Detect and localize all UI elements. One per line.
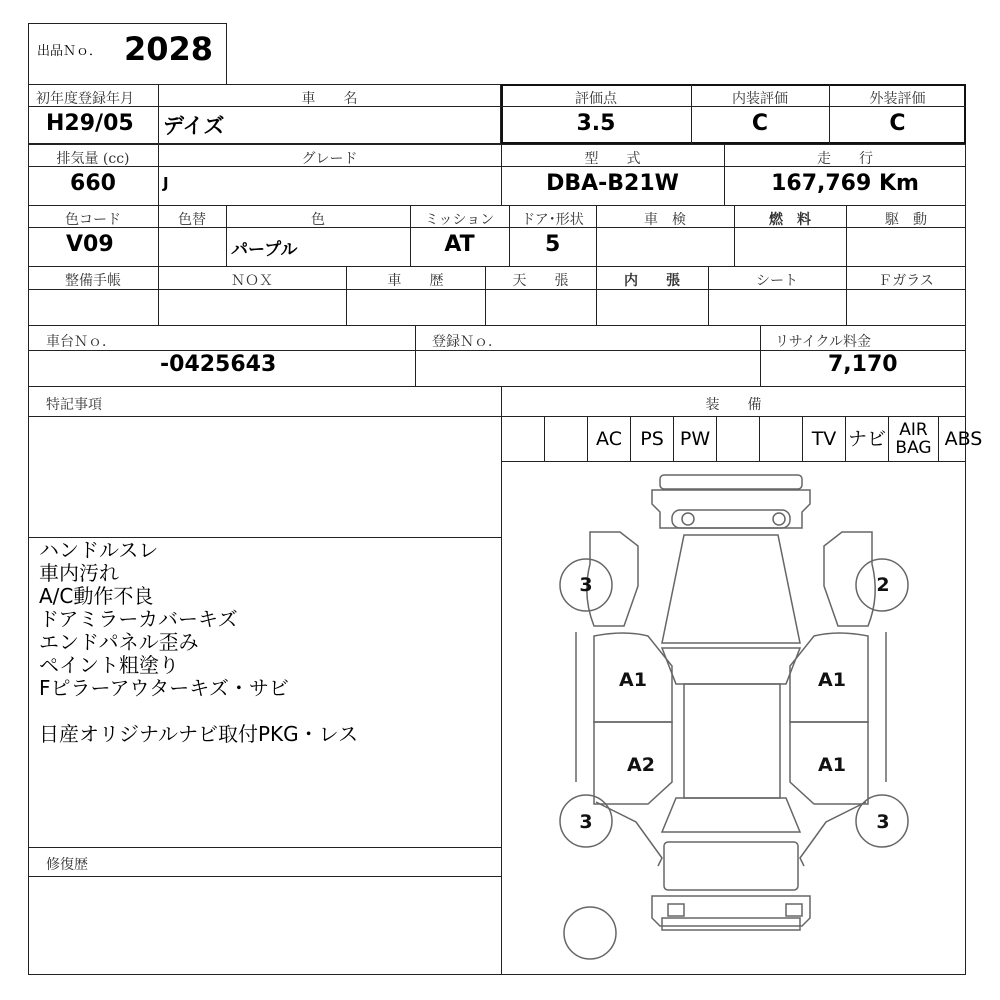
drive-label: 駆 動 xyxy=(885,212,927,228)
color: パープル xyxy=(231,240,298,260)
divider xyxy=(28,876,501,877)
seat-label: シート xyxy=(756,273,798,289)
door-rear-right: A1 xyxy=(818,754,846,776)
equipment-label-text: PS xyxy=(640,427,664,450)
equipment-cell xyxy=(759,416,802,461)
reg-number-label: 登録Ｎｏ． xyxy=(432,334,502,350)
equipment-cell xyxy=(587,416,630,461)
note-line: 日産オリジナルナビ取付PKG・レス xyxy=(39,722,359,746)
mission: AT xyxy=(444,232,475,257)
reg-date: H29/05 xyxy=(46,111,134,136)
door: 5 xyxy=(545,232,561,257)
note-line: Fピラーアウターキズ・サビ xyxy=(39,676,289,700)
mileage-label: 走 行 xyxy=(817,151,873,167)
mission-label: ミッション xyxy=(424,212,495,228)
interior-trim-label: 内 張 xyxy=(624,273,680,289)
notes-label: 特記事項 xyxy=(46,397,102,413)
color-label: 色 xyxy=(311,212,325,228)
exterior-grade: C xyxy=(889,111,906,136)
equipment-cell xyxy=(845,416,888,461)
equipment-cell xyxy=(802,416,845,461)
equipment-cell xyxy=(888,416,938,461)
tire-front-right: 2 xyxy=(876,574,890,596)
equipment-label-text: TV xyxy=(811,427,837,450)
front-glass-label: Ｆガラス xyxy=(878,273,934,289)
interior-grade-label: 内装評価 xyxy=(732,91,788,107)
mileage: 167,769 Km xyxy=(771,171,919,196)
notes-list xyxy=(39,539,494,746)
equipment-cell xyxy=(938,416,988,461)
note-line xyxy=(39,700,494,723)
equipment-label-text: ABS xyxy=(944,427,983,450)
manual-label: 整備手帳 xyxy=(65,273,121,289)
color-code-label: 色コード xyxy=(65,212,121,228)
divider xyxy=(28,144,966,145)
repaint-label: 色替 xyxy=(178,212,206,228)
door-front-left: A1 xyxy=(619,669,647,691)
divider xyxy=(28,205,966,206)
history-label: 車 歴 xyxy=(387,273,444,289)
equipment-cell xyxy=(716,416,759,461)
lot-number-label: 出品Ｎｏ． xyxy=(37,44,103,59)
divider xyxy=(415,325,416,386)
door-label: ドア･形状 xyxy=(521,212,584,228)
fuel-label: 燃 料 xyxy=(769,212,811,228)
note-line: 車内汚れ xyxy=(39,561,119,585)
model-label: 型 式 xyxy=(584,151,641,167)
equipment-cell xyxy=(673,416,716,461)
chassis-number: -0425643 xyxy=(160,352,277,377)
note-line: エンドパネル歪み xyxy=(39,630,199,654)
note-line: ドアミラーカバーキズ xyxy=(39,607,238,631)
door-rear-left: A2 xyxy=(627,754,655,776)
car-name-label: 車 名 xyxy=(301,91,358,107)
interior-grade: C xyxy=(751,111,769,136)
grade-label: グレード xyxy=(301,151,358,167)
door-front-right: A1 xyxy=(818,669,846,691)
equipment-label: 装 備 xyxy=(705,397,762,413)
equipment-label-text: PW xyxy=(679,427,711,450)
equipment-cell xyxy=(630,416,673,461)
color-code: V09 xyxy=(66,232,114,257)
recycle-fee: 7,170 xyxy=(828,352,898,377)
reg-date-label: 初年度登録年月 xyxy=(36,91,134,107)
grade: J xyxy=(163,174,169,192)
nox-label: ＮＯＸ xyxy=(231,273,273,289)
equipment-label-text: ナビ xyxy=(847,427,886,450)
tire-rear-right: 3 xyxy=(876,811,890,833)
note-line: A/C動作不良 xyxy=(39,584,154,608)
score-label: 評価点 xyxy=(575,91,617,107)
repair-history-label: 修復歴 xyxy=(46,857,88,873)
tire-front-left: 3 xyxy=(579,574,593,596)
divider xyxy=(28,386,966,387)
divider xyxy=(760,325,761,386)
score: 3.5 xyxy=(576,111,616,136)
displacement-label: 排気量 (cc) xyxy=(56,151,130,167)
divider xyxy=(28,325,966,326)
equipment-cell xyxy=(544,416,587,461)
car-diagram xyxy=(501,462,966,975)
equipment-row xyxy=(501,416,983,461)
recycle-label: リサイクル料金 xyxy=(775,334,872,350)
exterior-grade-label: 外装評価 xyxy=(869,91,926,107)
car-name: デイズ xyxy=(163,114,225,138)
equipment-label-text: AC xyxy=(596,427,622,450)
model: DBA-B21W xyxy=(546,171,679,196)
note-line: ハンドルスレ xyxy=(39,538,159,562)
tire-rear-left: 3 xyxy=(579,811,593,833)
inspection-label: 車 検 xyxy=(644,212,686,228)
equipment-label-text: AIR BAG xyxy=(895,419,932,458)
lot-number: 2028 xyxy=(124,30,214,68)
ceiling-label: 天 張 xyxy=(512,273,569,289)
displacement: 660 xyxy=(70,171,116,196)
divider xyxy=(28,266,966,267)
chassis-label: 車台Ｎｏ． xyxy=(46,334,116,350)
note-line: ペイント粗塗り xyxy=(39,653,179,677)
divider xyxy=(28,847,501,848)
